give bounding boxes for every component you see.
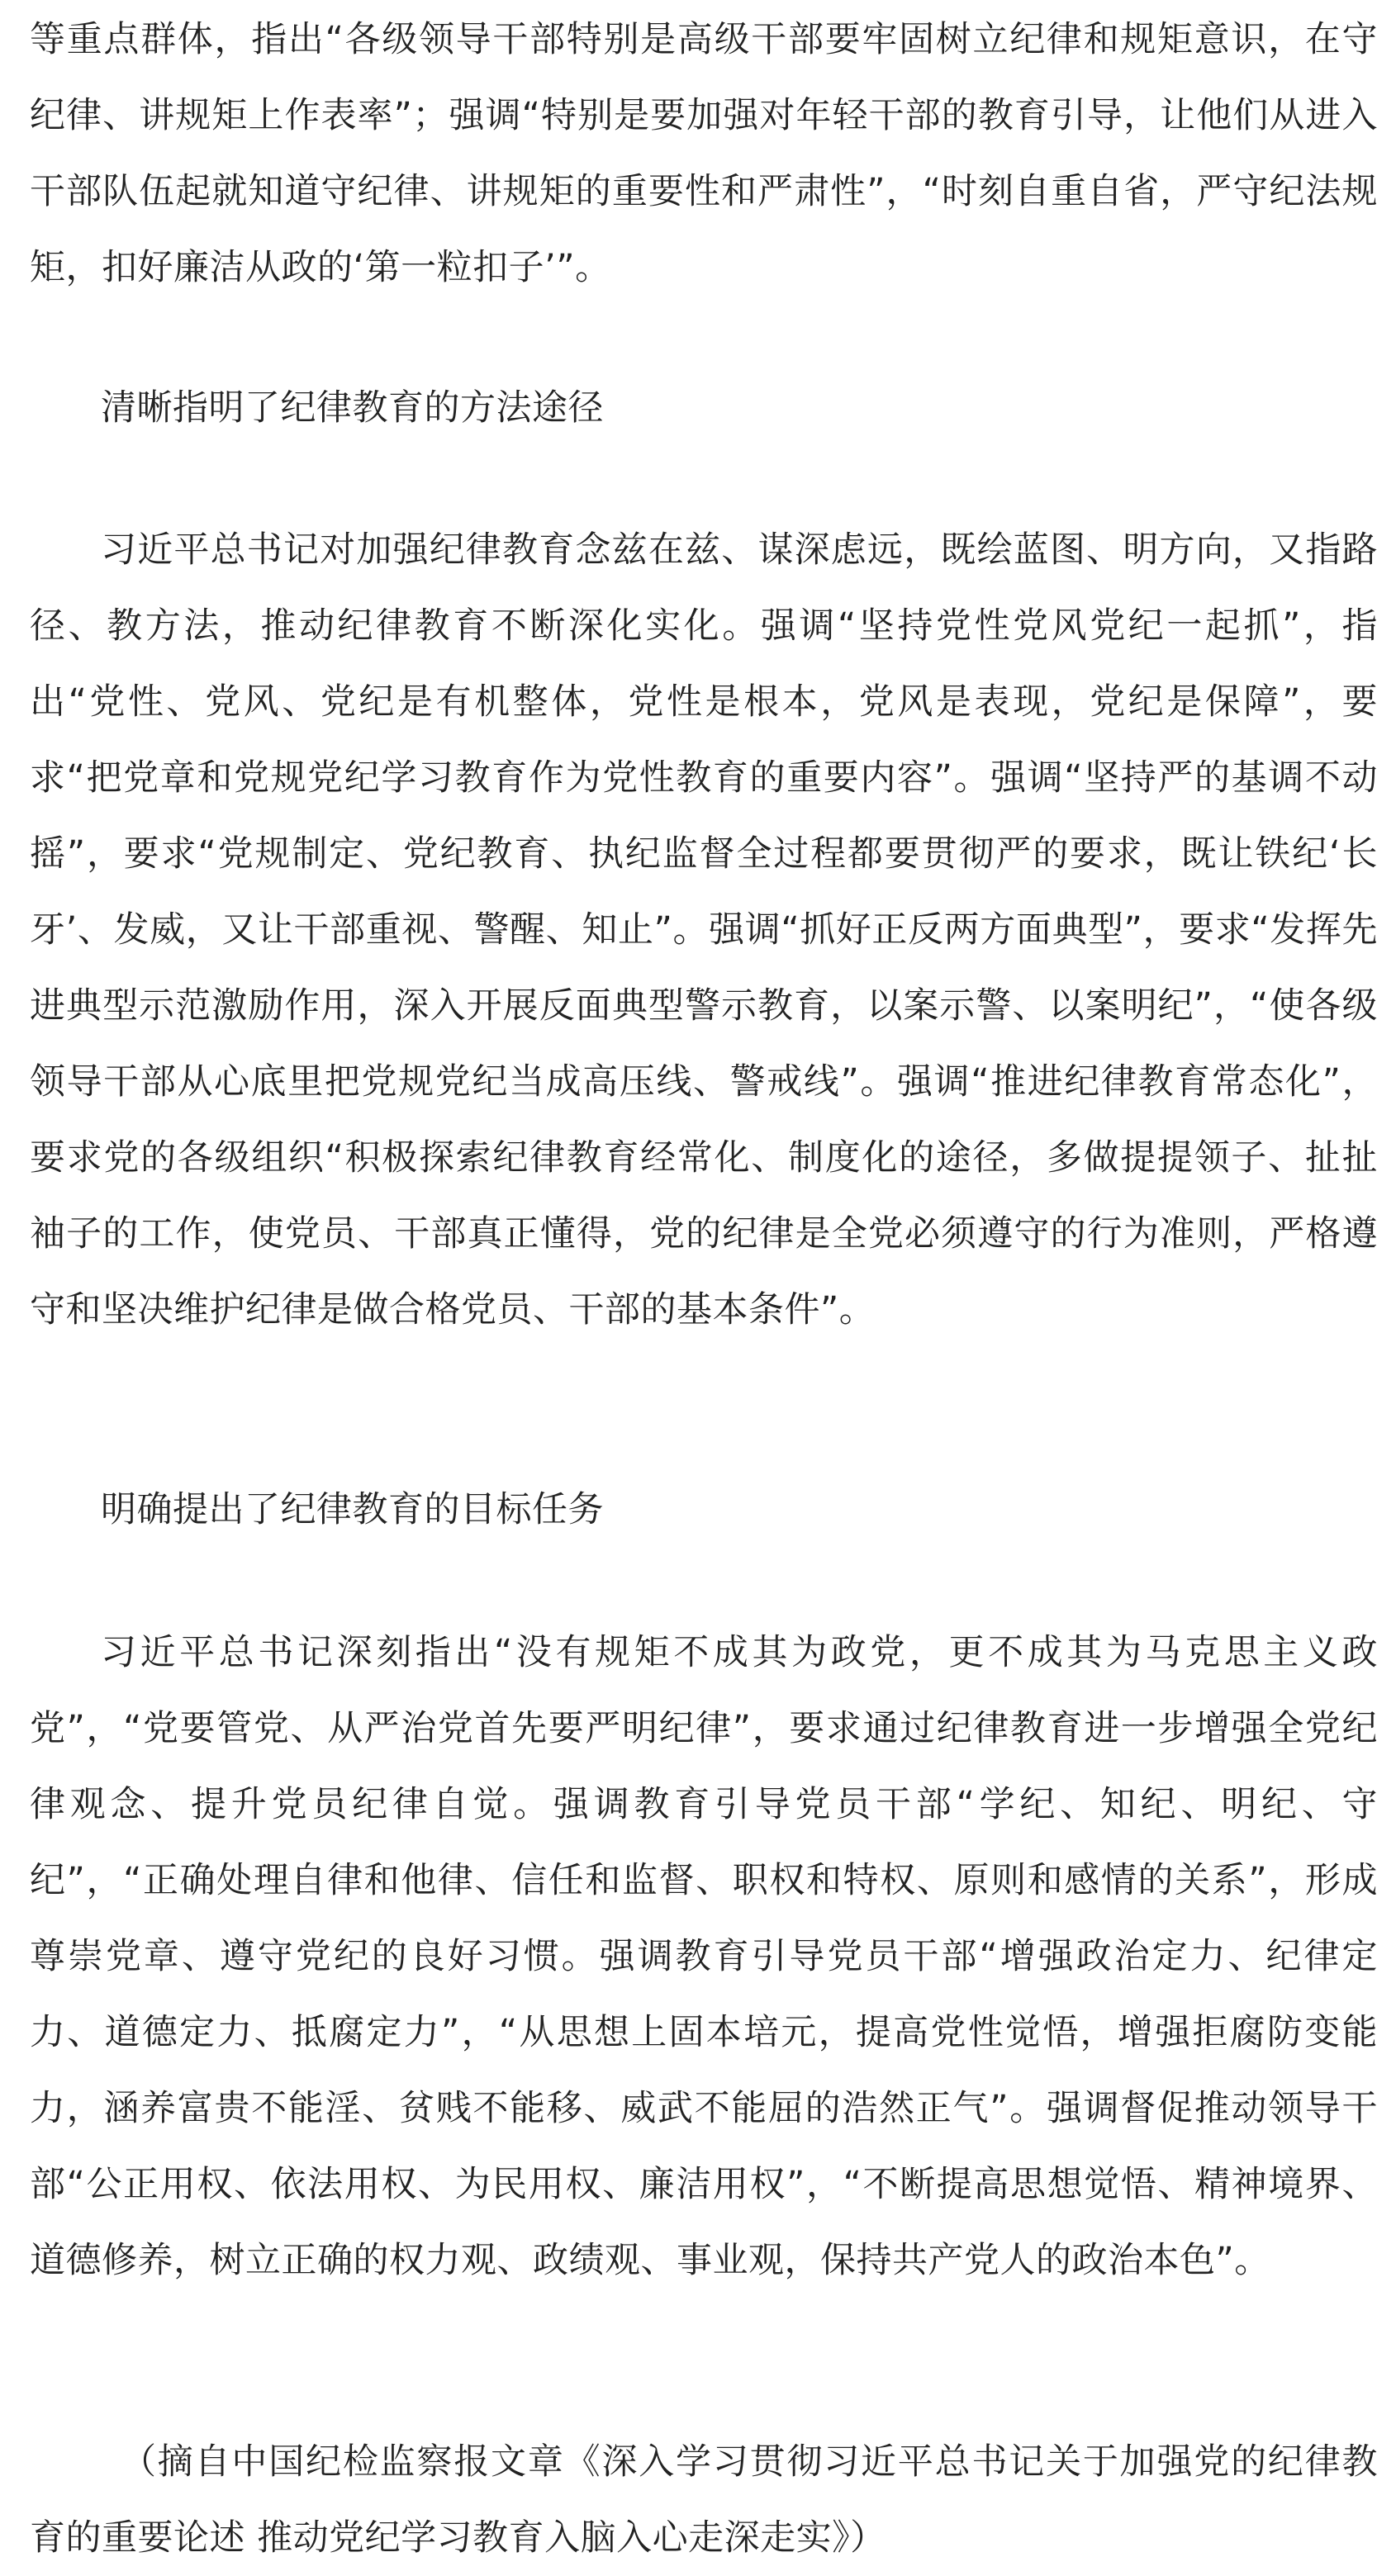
paragraph-methods: 习近平总书记对加强纪律教育念兹在兹、谋深虑远，既绘蓝图、明方向，又指路径、教方法，推动纪律教育不断深化实化。强调“坚持党性党风党纪一起抓”，指出“党性、党风、党纪是有机整体，党性是根本，党风是表现，党纪是保障”，要求“把党章和党规党纪学习教育作为党性教育的重要内容”。强调“坚持严的基调不动摇”，要求“党规制定、党纪教育、执纪监督全过程都要贯彻严的要求，既让铁纪‘长牙’、发威，又让干部重视、警醒、知止”。强调“抓好正反两方面典型”，要求“发挥先进典型示范激励作用，深入开展反面典型警示教育，以案示警、以案明纪”，“使各级领导干部从心底里把党规党纪当成高压线、警戒线”。强调“推进纪律教育常态化”，要求党的各级组织“积极探索纪律教育经常化、制度化的途径，多做提提领子、扯扯袖子的工作，使党员、干部真正懂得，党的纪律是全党必须遵守的行为准则，严格遵守和坚决维护纪律是做合格党员、干部的基本条件”。	[30, 529, 1378, 1331]
source-citation: （摘自中国纪检监察报文章《深入学习贯彻习近平总书记关于加强党的纪律教育的重要论述 推动党纪学习教育入脑入心走深走实》）	[30, 2441, 1378, 2559]
section-heading-goals: 明确提出了纪律教育的目标任务	[101, 1489, 604, 1530]
section-heading-methods: 清晰指明了纪律教育的方法途径	[101, 387, 604, 429]
paragraph-intro: 等重点群体，指出“各级领导干部特别是高级干部要牢固树立纪律和规矩意识，在守纪律、讲规矩上作表率”；强调“特别是要加强对年轻干部的教育引导，让他们从进入干部队伍起就知道守纪律、讲规矩的重要性和严肃性”，“时刻自重自省，严守纪法规矩，扣好廉洁从政的‘第一粒扣子’”。	[30, 19, 1378, 288]
paragraph-goals: 习近平总书记深刻指出“没有规矩不成其为政党，更不成其为马克思主义政党”，“党要管党、从严治党首先要严明纪律”，要求通过纪律教育进一步增强全党纪律观念、提升党员纪律自觉。强调教育引导党员干部“学纪、知纪、明纪、守纪”，“正确处理自律和他律、信任和监督、职权和特权、原则和感情的关系”，形成尊崇党章、遵守党纪的良好习惯。强调教育引导党员干部“增强政治定力、纪律定力、道德定力、抵腐定力”，“从思想上固本培元，提高党性觉悟，增强拒腐防变能力，涵养富贵不能淫、贫贱不能移、威武不能屈的浩然正气”。强调督促推动领导干部“公正用权、依法用权、为民用权、廉洁用权”，“不断提高思想觉悟、精神境界、道德修养，树立正确的权力观、政绩观、事业观，保持共产党人的政治本色”。	[30, 1632, 1378, 2281]
